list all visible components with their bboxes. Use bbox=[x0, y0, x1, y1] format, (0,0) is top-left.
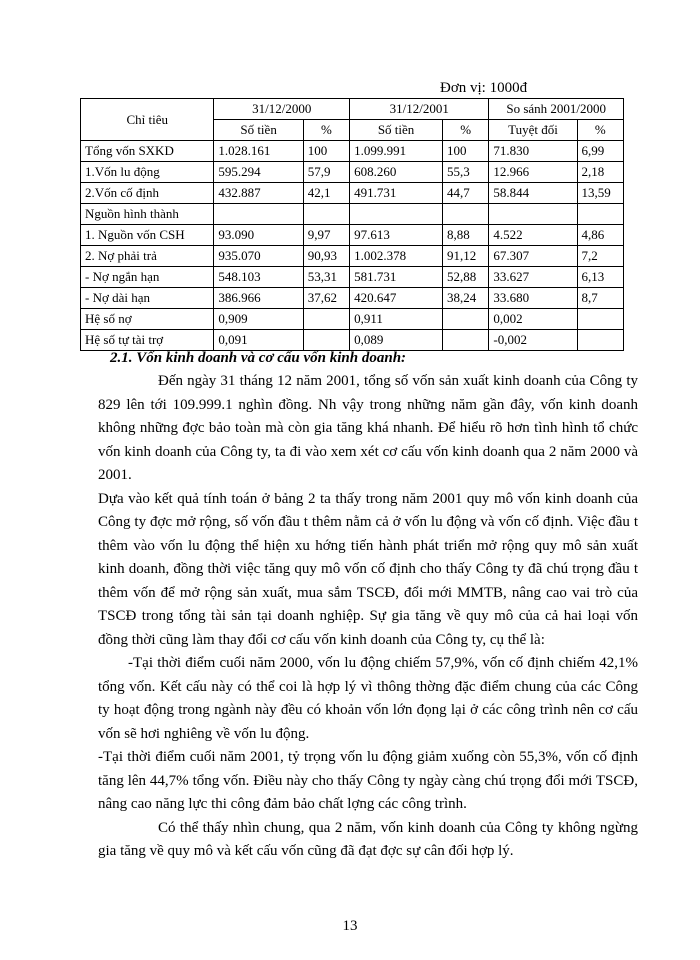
paragraph: Dựa vào kết quả tính toán ở bảng 2 ta thấy trong năm 2001 quy mô vốn kinh doanh của Công ty đợc mở rộng, số vốn đầu t thêm nằm cả ở vốn lu động và vốn cố định. Việc đầu t thêm vào vốn lu động thể hiện xu hớng tiến hành phát triển mở rộng quy mô sản xuất kinh doanh, đồng thời việc tăng quy mô vốn cố định cho thấy Công ty đã chú trọng đầu t thêm vốn để mở rộng sản xuất, mua sắm TSCĐ, đổi mới MMTB, nâng cao vai trò của TSCĐ trong tổng tài sản tại doanh nghiệp. Sự gia tăng về quy mô của cả hai loại vốn đồng thời cũng làm thay đổi cơ cấu vốn kinh doanh của Công ty, cụ thể là: bbox=[98, 490, 638, 648]
table-cell-label: 1.Vốn lu động bbox=[81, 162, 214, 183]
table-cell-label: - Nợ ngắn hạn bbox=[81, 267, 214, 288]
table-cell-p1: 90,93 bbox=[303, 246, 349, 267]
table-row bbox=[81, 204, 624, 225]
table-cell-v2: 491.731 bbox=[350, 183, 443, 204]
table-cell-p1: 9,97 bbox=[303, 225, 349, 246]
table-cell-p3 bbox=[577, 309, 623, 330]
table-row bbox=[81, 267, 624, 288]
header-tuyet-doi: Tuyệt đối bbox=[489, 120, 577, 141]
table-row bbox=[81, 330, 624, 351]
table-cell-v1: 0,909 bbox=[214, 309, 303, 330]
table-cell-abs bbox=[489, 204, 577, 225]
table-cell-p2: 91,12 bbox=[442, 246, 488, 267]
table-cell-p2: 52,88 bbox=[442, 267, 488, 288]
table-cell-v1: 595.294 bbox=[214, 162, 303, 183]
table-row bbox=[81, 309, 624, 330]
table-cell-v2 bbox=[350, 204, 443, 225]
body-text bbox=[98, 370, 638, 864]
header-pct-compare: % bbox=[577, 120, 623, 141]
paragraph: -Tại thời điểm cuối năm 2001, tỷ trọng vốn lu động giảm xuống còn 55,3%, vốn cố định tăng lên 44,7% tổng vốn. Điều này cho thấy Công ty ngày càng chú trọng đổi mới TSCĐ, nâng cao năng lực thi công đảm bảo chất lợng các công trình. bbox=[98, 749, 638, 812]
table-cell-p2: 38,24 bbox=[442, 288, 488, 309]
table-cell-p3: 6,99 bbox=[577, 141, 623, 162]
table-header-row-1 bbox=[81, 99, 624, 120]
table-cell-p3: 6,13 bbox=[577, 267, 623, 288]
header-2001: 31/12/2001 bbox=[350, 99, 489, 120]
table-cell-p2: 8,88 bbox=[442, 225, 488, 246]
header-so-tien-2001: Số tiền bbox=[350, 120, 443, 141]
table-cell-v1: 386.966 bbox=[214, 288, 303, 309]
capital-structure-table bbox=[80, 98, 624, 351]
table-cell-abs: 67.307 bbox=[489, 246, 577, 267]
table-cell-p1: 42,1 bbox=[303, 183, 349, 204]
table-cell-v1: 93.090 bbox=[214, 225, 303, 246]
table-cell-label: 2. Nợ phải trả bbox=[81, 246, 214, 267]
table-cell-abs: -0,002 bbox=[489, 330, 577, 351]
table-cell-abs: 33.680 bbox=[489, 288, 577, 309]
table-cell-p2: 55,3 bbox=[442, 162, 488, 183]
table-cell-abs: 12.966 bbox=[489, 162, 577, 183]
header-pct-2001: % bbox=[442, 120, 488, 141]
table-cell-p3: 7,2 bbox=[577, 246, 623, 267]
table-cell-p3: 2,18 bbox=[577, 162, 623, 183]
header-so-tien-2000: Số tiền bbox=[214, 120, 303, 141]
table-cell-abs: 0,002 bbox=[489, 309, 577, 330]
table-cell-v2: 1.099.991 bbox=[350, 141, 443, 162]
table-cell-v1: 432.887 bbox=[214, 183, 303, 204]
table-cell-label: 1. Nguồn vốn CSH bbox=[81, 225, 214, 246]
header-2000: 31/12/2000 bbox=[214, 99, 350, 120]
table-cell-v2: 581.731 bbox=[350, 267, 443, 288]
table-cell-label: Hệ số tự tài trợ bbox=[81, 330, 214, 351]
table-cell-label: 2.Vốn cố định bbox=[81, 183, 214, 204]
table-row bbox=[81, 162, 624, 183]
table-cell-p3: 4,86 bbox=[577, 225, 623, 246]
header-chi-tieu: Chỉ tiêu bbox=[81, 99, 214, 141]
paragraph: -Tại thời điểm cuối năm 2000, vốn lu động chiếm 57,9%, vốn cố định chiếm 42,1% tổng vốn. Kết cấu này có thể coi là hợp lý vì thông thờng đặc điểm chung của các Công ty hoạt động trong ngành này đều có khoản vốn lớn đọng lại ở các công trình nên cơ cấu vốn sẽ hơi nghiêng về vốn lu động. bbox=[98, 655, 638, 742]
page-number: 13 bbox=[342, 918, 358, 934]
paragraph: Có thể thấy nhìn chung, qua 2 năm, vốn kinh doanh của Công ty không ngừng gia tăng về quy mô và kết cấu vốn cũng đã đạt đợc sự cân đối hợp lý. bbox=[98, 819, 638, 859]
table-cell-p2: 100 bbox=[442, 141, 488, 162]
table-cell-abs: 33.627 bbox=[489, 267, 577, 288]
table-cell-p2 bbox=[442, 330, 488, 351]
table-cell-v2: 0,089 bbox=[350, 330, 443, 351]
table-cell-p3 bbox=[577, 204, 623, 225]
table-cell-v1: 1.028.161 bbox=[214, 141, 303, 162]
table-cell-p1: 37,62 bbox=[303, 288, 349, 309]
table-cell-v2: 420.647 bbox=[350, 288, 443, 309]
paragraph: Đến ngày 31 tháng 12 năm 2001, tổng số vốn sản xuất kinh doanh của Công ty 829 lên tới 109.999.1 nghìn đồng. Nh vậy trong những năm gần đây, vốn kinh doanh không những đợc bảo toàn mà còn gia tăng khá nhanh. Để hiểu rõ hơn tình hình tổ chức vốn kinh doanh của Công ty, ta đi vào xem xét cơ cấu vốn kinh doanh qua 2 năm 2000 và 2001. bbox=[98, 373, 638, 483]
unit-label: Đơn vị: 1000đ bbox=[440, 80, 528, 96]
table-row bbox=[81, 225, 624, 246]
table-cell-v2: 0,911 bbox=[350, 309, 443, 330]
table-cell-v2: 97.613 bbox=[350, 225, 443, 246]
table-cell-label: Tổng vốn SXKD bbox=[81, 141, 214, 162]
table-row bbox=[81, 288, 624, 309]
table-cell-abs: 58.844 bbox=[489, 183, 577, 204]
table-cell-p1 bbox=[303, 330, 349, 351]
header-compare: So sánh 2001/2000 bbox=[489, 99, 624, 120]
table-cell-label: - Nợ dài hạn bbox=[81, 288, 214, 309]
table-cell-p2: 44,7 bbox=[442, 183, 488, 204]
table-row bbox=[81, 183, 624, 204]
table-row bbox=[81, 246, 624, 267]
table-cell-p3: 8,7 bbox=[577, 288, 623, 309]
header-pct-2000: % bbox=[303, 120, 349, 141]
table-cell-p1: 100 bbox=[303, 141, 349, 162]
table-cell-abs: 71.830 bbox=[489, 141, 577, 162]
table-cell-label: Hệ số nợ bbox=[81, 309, 214, 330]
table-cell-v2: 1.002.378 bbox=[350, 246, 443, 267]
table-cell-p3: 13,59 bbox=[577, 183, 623, 204]
table-cell-p1: 53,31 bbox=[303, 267, 349, 288]
table-cell-p2 bbox=[442, 309, 488, 330]
table-cell-p3 bbox=[577, 330, 623, 351]
table-cell-v1: 548.103 bbox=[214, 267, 303, 288]
table-cell-v1: 935.070 bbox=[214, 246, 303, 267]
table-cell-v1: 0,091 bbox=[214, 330, 303, 351]
table-cell-p1: 57,9 bbox=[303, 162, 349, 183]
table-cell-v2: 608.260 bbox=[350, 162, 443, 183]
table-cell-label: Nguồn hình thành bbox=[81, 204, 214, 225]
table-cell-p1 bbox=[303, 204, 349, 225]
table-cell-abs: 4.522 bbox=[489, 225, 577, 246]
section-heading: 2.1. Vốn kinh doanh và cơ cấu vốn kinh doanh: bbox=[110, 350, 407, 366]
table-cell-v1 bbox=[214, 204, 303, 225]
table-cell-p2 bbox=[442, 204, 488, 225]
table-row bbox=[81, 141, 624, 162]
table-cell-p1 bbox=[303, 309, 349, 330]
